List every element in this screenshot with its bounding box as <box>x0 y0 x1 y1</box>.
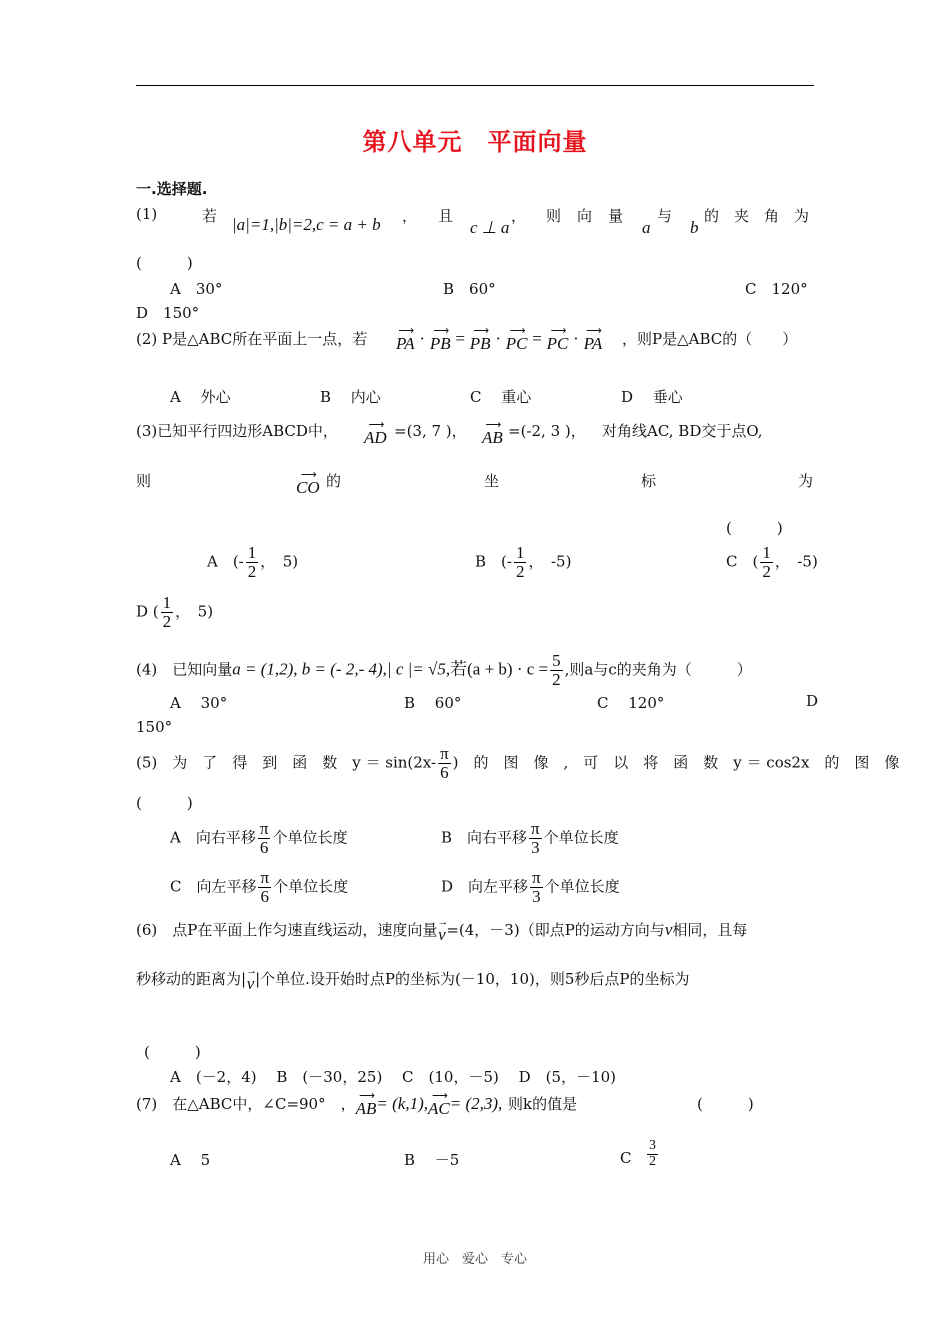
header-rule <box>136 85 814 86</box>
q2-option-b: B 内心 <box>320 388 381 406</box>
section-heading: 一.选择题. <box>136 180 208 198</box>
q1-option-c: C 120° <box>745 280 808 298</box>
q5-option-b: B 向右平移 $\frac{\pi}{3}$ 个单位长度 <box>441 819 619 857</box>
q5-option-d: D 向左平移 $\frac{\pi}{3}$ 个单位长度 <box>441 868 620 906</box>
q4-option-d: D <box>806 692 819 710</box>
q1-option-b: B 60° <box>443 280 496 298</box>
q5-option-c: C 向左平移 $\frac{\pi}{6}$ 个单位长度 <box>170 868 349 906</box>
q3-option-d: D ( $\frac{1}{2}$ ， 5) <box>136 593 214 631</box>
q3-option-c: C ( $\frac{1}{2}$ ， -5) <box>726 543 818 581</box>
q2-option-c: C 重心 <box>470 388 532 406</box>
q4-option-b: B 60° <box>404 694 462 712</box>
q2-option-a: A 外心 <box>170 388 231 406</box>
q6-options: A (－2，4) B (－30，25) C (10，－5) D (5，－10) <box>170 1068 617 1086</box>
q1-condition: |a|=1,|b|=2,c = a + b <box>232 215 381 234</box>
q1-option-a: A 30° <box>170 280 223 298</box>
q4-option-a: A 30° <box>170 694 228 712</box>
q7-option-a: A 5 <box>170 1151 211 1169</box>
q4-option-c: C 120° <box>597 694 665 712</box>
q2-option-d: D 垂心 <box>621 388 683 406</box>
q7-option-b: B －5 <box>404 1151 460 1169</box>
q2-vector-equation: ⟶ PA · ⟶ PB = ⟶ PB · ⟶ PC = ⟶ PC · ⟶ PA <box>396 325 603 353</box>
q3-option-b: B (- $\frac{1}{2}$ ， -5) <box>475 543 572 581</box>
q1-option-d: D 150° <box>136 304 200 322</box>
q3-option-a: A (- $\frac{1}{2}$ ， 5) <box>207 543 299 581</box>
page-title: 第八单元 平面向量 <box>362 128 588 156</box>
q7-option-c: C <box>620 1149 632 1167</box>
page-footer: 用心 爱心 专心 <box>422 1252 527 1267</box>
q5-option-a: A 向右平移 $\frac{\pi}{6}$ 个单位长度 <box>170 819 348 857</box>
